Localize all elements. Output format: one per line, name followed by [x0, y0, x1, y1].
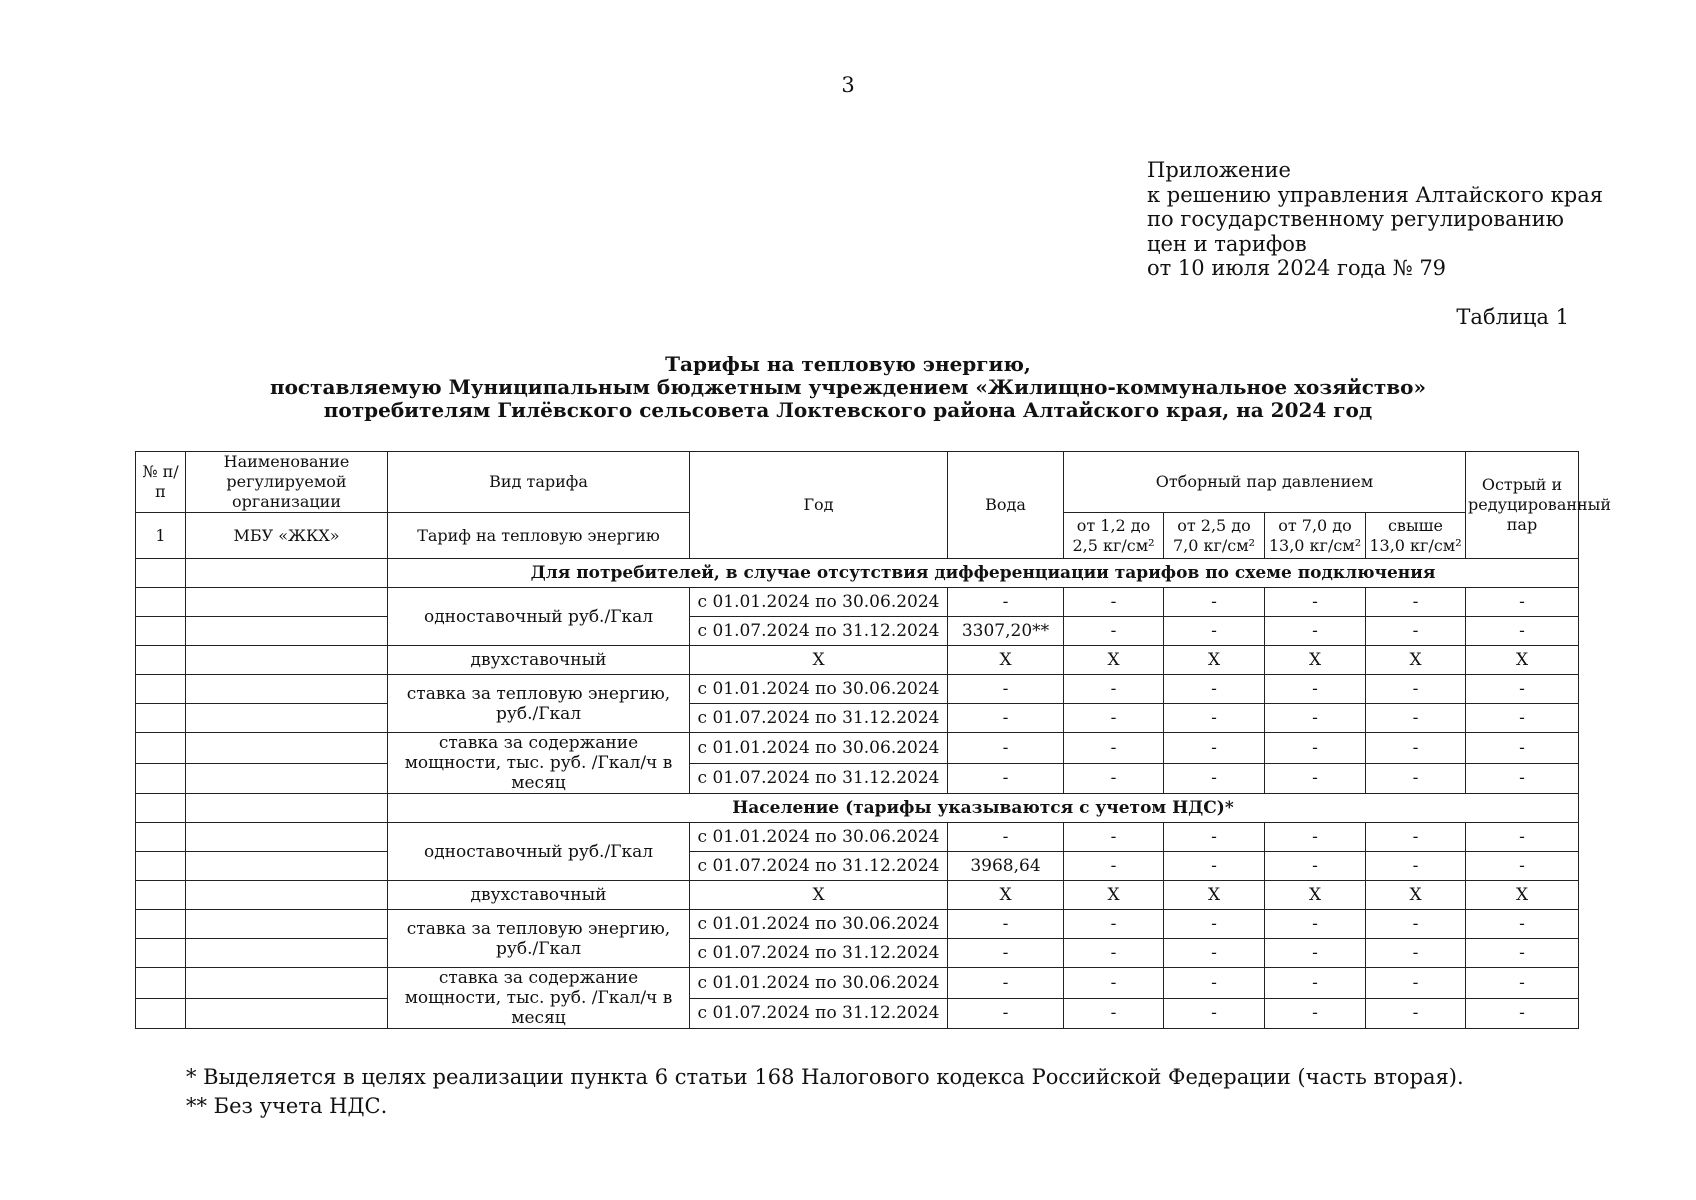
table-row [136, 733, 1579, 764]
value-cell: - [1064, 617, 1164, 646]
appendix-line: к решению управления Алтайского края [1147, 182, 1603, 207]
value-cell: - [1064, 704, 1164, 733]
value-cell: - [1164, 763, 1265, 794]
section-title-row [136, 794, 1579, 823]
title-line: Тарифы на тепловую энергию, [665, 352, 1031, 376]
header-org: Наименование регулируемой организации [186, 452, 388, 513]
cell-org-empty [186, 968, 388, 999]
period-cell: с 01.07.2024 по 31.12.2024 [690, 852, 948, 881]
value-cell: X [1164, 881, 1265, 910]
value-cell: - [948, 675, 1064, 704]
appendix-line: от 10 июля 2024 года № 79 [1147, 256, 1447, 280]
cell-num-empty [136, 617, 186, 646]
section-title: Для потребителей, в случае отсутствия дифференциации тарифов по схеме подключения [388, 559, 1579, 588]
value-cell: - [1366, 968, 1466, 999]
header-num: № п/п [136, 452, 186, 513]
value-cell: - [948, 763, 1064, 794]
cell-org-empty [186, 910, 388, 939]
cell-num-empty [136, 733, 186, 764]
value-cell: - [948, 968, 1064, 999]
cell-org-empty [186, 559, 388, 588]
value-cell: X [1164, 646, 1265, 675]
period-cell: с 01.07.2024 по 31.12.2024 [690, 617, 948, 646]
value-cell: - [1265, 675, 1366, 704]
table-row [136, 998, 1579, 1029]
value-cell: - [1366, 998, 1466, 1029]
cell-org-empty [186, 881, 388, 910]
value-cell: X [690, 881, 948, 910]
period-cell: с 01.01.2024 по 30.06.2024 [690, 675, 948, 704]
value-cell: - [1366, 852, 1466, 881]
value-cell: - [1466, 763, 1579, 794]
two-rate-label: двухставочный [388, 646, 690, 675]
cell-num-empty [136, 704, 186, 733]
value-cell: - [948, 588, 1064, 617]
value-cell: - [948, 998, 1064, 1029]
header-tariff-type: Вид тарифа [388, 452, 690, 513]
header-sharp-steam: Острый и редуцированный пар [1466, 452, 1579, 559]
appendix-block [1147, 158, 1603, 281]
cell-org-empty [186, 998, 388, 1029]
value-cell: - [1064, 939, 1164, 968]
value-cell: - [1164, 910, 1265, 939]
table-row [136, 910, 1579, 939]
value-cell: - [1164, 852, 1265, 881]
value-cell: - [1366, 910, 1466, 939]
value-cell: - [1265, 617, 1366, 646]
value-cell: - [1064, 998, 1164, 1029]
row1-num: 1 [136, 513, 186, 559]
cell-org-empty [186, 646, 388, 675]
table-row [136, 763, 1579, 794]
value-cell: - [1466, 998, 1579, 1029]
value-cell: X [1064, 646, 1164, 675]
value-cell: X [1366, 646, 1466, 675]
value-cell: - [1064, 852, 1164, 881]
value-cell: - [1064, 763, 1164, 794]
value-cell: - [1466, 733, 1579, 764]
value-cell: 3968,64 [948, 852, 1064, 881]
document-title [0, 353, 1696, 422]
value-cell: - [1164, 823, 1265, 852]
value-cell: X [948, 881, 1064, 910]
value-cell: - [1064, 823, 1164, 852]
one-rate-label: одноставочный руб./Гкал [388, 823, 690, 881]
cell-num-empty [136, 559, 186, 588]
footnote: ** Без учета НДС. [186, 1094, 388, 1118]
value-cell: - [1064, 968, 1164, 999]
header-steam-3: от 7,0 до 13,0 кг/см² [1265, 513, 1366, 559]
value-cell: - [1064, 910, 1164, 939]
header-steam-1: от 1,2 до 2,5 кг/см² [1064, 513, 1164, 559]
table-row [136, 823, 1579, 852]
value-cell: - [1366, 704, 1466, 733]
value-cell: - [1466, 852, 1579, 881]
row1-tariff: Тариф на тепловую энергию [388, 513, 690, 559]
value-cell: - [1265, 704, 1366, 733]
table-header-row [136, 452, 1579, 513]
cell-num-empty [136, 588, 186, 617]
value-cell: X [1466, 646, 1579, 675]
value-cell: X [1064, 881, 1164, 910]
value-cell: - [1265, 968, 1366, 999]
value-cell: - [1466, 617, 1579, 646]
value-cell: - [1164, 704, 1265, 733]
header-steam-group: Отборный пар давлением [1064, 452, 1466, 513]
cell-org-empty [186, 823, 388, 852]
value-cell: - [948, 823, 1064, 852]
value-cell: - [1366, 823, 1466, 852]
cell-num-empty [136, 794, 186, 823]
two-rate-label: двухставочный [388, 881, 690, 910]
table-row [136, 646, 1579, 675]
value-cell: - [1366, 617, 1466, 646]
value-cell: - [1366, 675, 1466, 704]
cell-num-empty [136, 881, 186, 910]
value-cell: - [1366, 939, 1466, 968]
value-cell: - [1064, 733, 1164, 764]
period-cell: с 01.07.2024 по 31.12.2024 [690, 763, 948, 794]
value-cell: - [1265, 763, 1366, 794]
capacity-rate-label: ставка за содержание мощности, тыс. руб. /Гкал/ч в месяц [388, 733, 690, 794]
value-cell: - [1366, 763, 1466, 794]
period-cell: с 01.07.2024 по 31.12.2024 [690, 704, 948, 733]
value-cell: - [1164, 998, 1265, 1029]
footnotes [186, 1063, 1464, 1121]
cell-num-empty [136, 763, 186, 794]
appendix-line: по государственному регулированию [1147, 207, 1564, 231]
value-cell: - [1265, 823, 1366, 852]
energy-rate-label: ставка за тепловую энергию, руб./Гкал [388, 910, 690, 968]
period-cell: с 01.07.2024 по 31.12.2024 [690, 939, 948, 968]
value-cell: - [948, 733, 1064, 764]
cell-num-empty [136, 939, 186, 968]
value-cell: - [1466, 704, 1579, 733]
cell-org-empty [186, 733, 388, 764]
cell-num-empty [136, 646, 186, 675]
value-cell: - [948, 939, 1064, 968]
value-cell: X [690, 646, 948, 675]
value-cell: - [948, 910, 1064, 939]
value-cell: - [1164, 733, 1265, 764]
footnote: * Выделяется в целях реализации пункта 6 статьи 168 Налогового кодекса Российской Федерации (часть вторая). [186, 1065, 1464, 1089]
capacity-rate-label: ставка за содержание мощности, тыс. руб. /Гкал/ч в месяц [388, 968, 690, 1029]
table-row [136, 939, 1579, 968]
cell-org-empty [186, 794, 388, 823]
value-cell: - [1265, 588, 1366, 617]
appendix-line: Приложение [1147, 158, 1291, 182]
page-number: 3 [841, 73, 855, 97]
appendix-line: цен и тарифов [1147, 231, 1307, 256]
table-row [136, 881, 1579, 910]
period-cell: с 01.01.2024 по 30.06.2024 [690, 823, 948, 852]
cell-org-empty [186, 939, 388, 968]
table-row [136, 968, 1579, 999]
header-steam-4: свыше 13,0 кг/см² [1366, 513, 1466, 559]
period-cell: с 01.07.2024 по 31.12.2024 [690, 998, 948, 1029]
value-cell: - [1164, 675, 1265, 704]
header-year: Год [690, 452, 948, 559]
header-water: Вода [948, 452, 1064, 559]
cell-num-empty [136, 998, 186, 1029]
value-cell: X [1265, 881, 1366, 910]
cell-num-empty [136, 910, 186, 939]
value-cell: - [1366, 733, 1466, 764]
period-cell: с 01.01.2024 по 30.06.2024 [690, 588, 948, 617]
table-row [136, 617, 1579, 646]
table-row [136, 852, 1579, 881]
value-cell: - [1064, 675, 1164, 704]
value-cell: - [1366, 588, 1466, 617]
value-cell: - [1466, 823, 1579, 852]
cell-org-empty [186, 617, 388, 646]
value-cell: - [1265, 939, 1366, 968]
value-cell: - [1466, 939, 1579, 968]
cell-num-empty [136, 968, 186, 999]
title-line: потребителям Гилёвского сельсовета Локтевского района Алтайского края, на 2024 год [323, 398, 1373, 422]
value-cell: - [1466, 675, 1579, 704]
cell-num-empty [136, 823, 186, 852]
value-cell: - [1265, 910, 1366, 939]
period-cell: с 01.01.2024 по 30.06.2024 [690, 733, 948, 764]
cell-org-empty [186, 588, 388, 617]
value-cell: - [1164, 617, 1265, 646]
value-cell: X [948, 646, 1064, 675]
value-cell: - [1466, 588, 1579, 617]
row1-org: МБУ «ЖКХ» [186, 513, 388, 559]
section-title: Население (тарифы указываются с учетом НДС)* [388, 794, 1579, 823]
title-line: поставляемую Муниципальным бюджетным учреждением «Жилищно-коммунальное хозяйство» [269, 375, 1427, 399]
cell-org-empty [186, 763, 388, 794]
value-cell: X [1466, 881, 1579, 910]
value-cell: - [1265, 733, 1366, 764]
period-cell: с 01.01.2024 по 30.06.2024 [690, 910, 948, 939]
period-cell: с 01.01.2024 по 30.06.2024 [690, 968, 948, 999]
cell-num-empty [136, 675, 186, 704]
value-cell: - [1164, 968, 1265, 999]
value-cell: - [1466, 968, 1579, 999]
value-cell: 3307,20** [948, 617, 1064, 646]
section-title-row [136, 559, 1579, 588]
value-cell: - [1164, 939, 1265, 968]
value-cell: X [1366, 881, 1466, 910]
cell-org-empty [186, 675, 388, 704]
energy-rate-label: ставка за тепловую энергию, руб./Гкал [388, 675, 690, 733]
table-row [136, 588, 1579, 617]
value-cell: - [1164, 588, 1265, 617]
value-cell: - [948, 704, 1064, 733]
cell-num-empty [136, 852, 186, 881]
table-row [136, 704, 1579, 733]
cell-org-empty [186, 852, 388, 881]
value-cell: - [1064, 588, 1164, 617]
value-cell: X [1265, 646, 1366, 675]
one-rate-label: одноставочный руб./Гкал [388, 588, 690, 646]
table-row [136, 675, 1579, 704]
header-steam-2: от 2,5 до 7,0 кг/см² [1164, 513, 1265, 559]
value-cell: - [1466, 910, 1579, 939]
tariff-table [135, 451, 1612, 1029]
value-cell: - [1265, 998, 1366, 1029]
value-cell: - [1265, 852, 1366, 881]
cell-org-empty [186, 704, 388, 733]
table-label: Таблица 1 [1456, 305, 1569, 329]
